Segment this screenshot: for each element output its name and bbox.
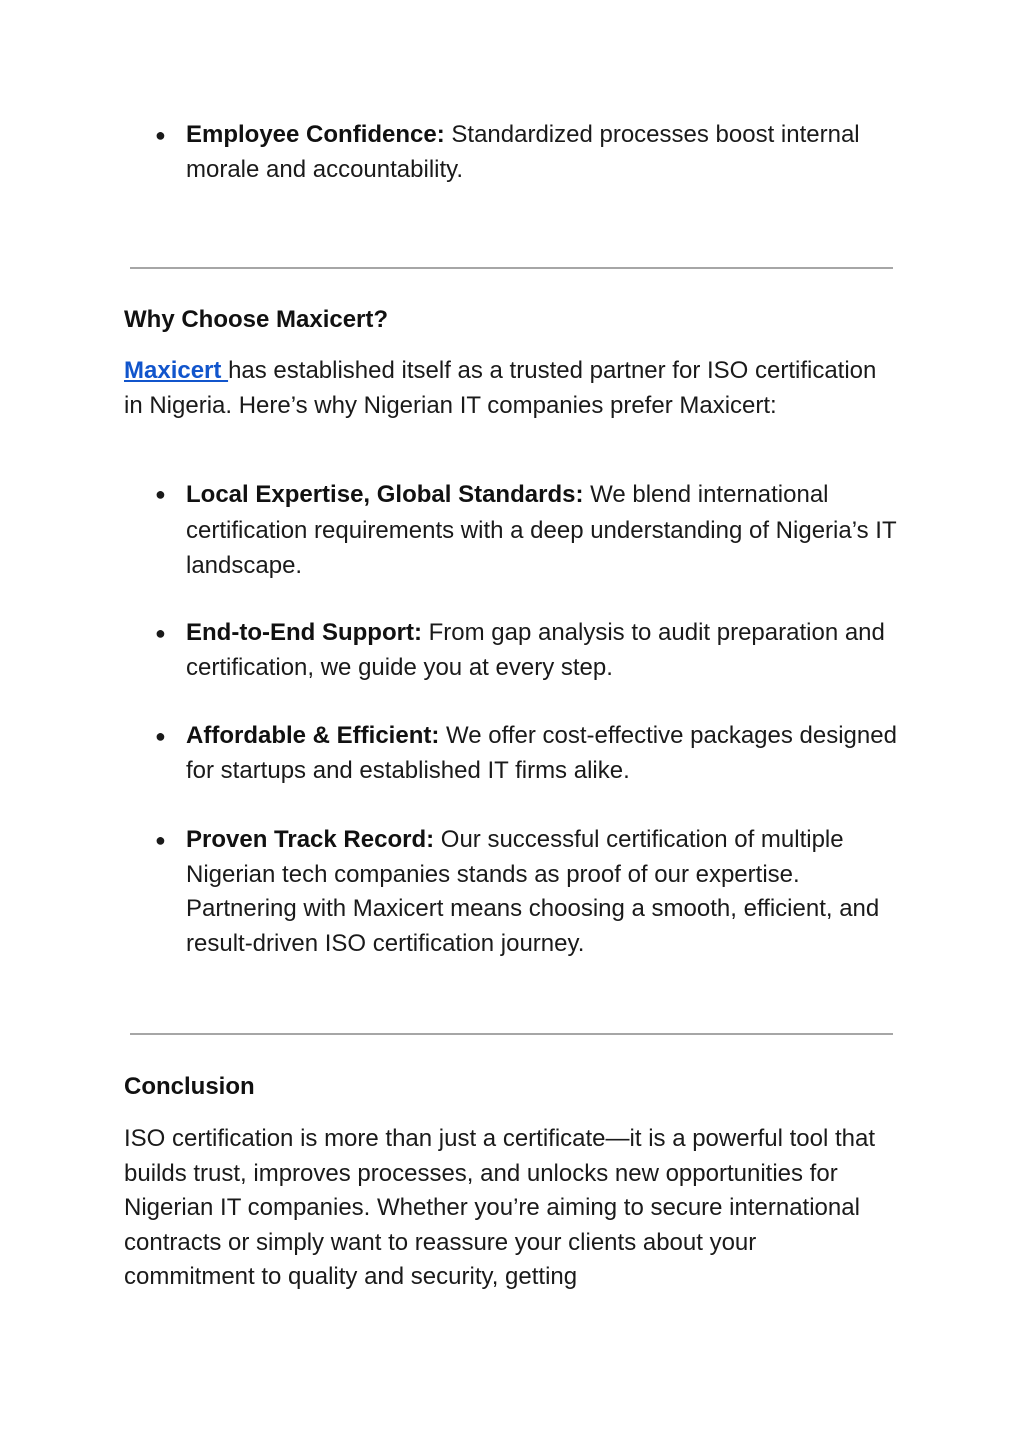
conclusion-paragraph: ISO certification is more than just a certificate—it is a powerful tool that builds trust, improves processes, and unlocks new opportunities for Nigerian IT companies. Whether you’re aiming to secure international contracts or simply want to reassure your clients about your commitment to quality and security, getting	[124, 1125, 875, 1290]
section-divider	[130, 1033, 893, 1035]
bullet-local-expertise	[186, 477, 901, 584]
bullet-proven-track-record	[186, 823, 896, 961]
intro-text: has established itself as a trusted partner for ISO certification in Nigeria. Here’s why Nigerian IT companies prefer Maxicert:	[124, 357, 877, 419]
intro-paragraph	[124, 354, 894, 423]
bullet-bold-label: Proven Track Record:	[186, 826, 435, 853]
maxicert-link[interactable]: Maxicert	[124, 357, 229, 384]
bullet-text: We offer cost-effective packages designed for startups and established IT firms alike.	[186, 722, 897, 784]
bullet-text: From gap analysis to audit preparation and certification, we guide you at every step.	[186, 619, 885, 681]
bullet-text: Our successful certification of multiple Nigerian tech companies stands as proof of our expertise. Partnering with Maxicert means choosing a smooth, efficient, and result-driven ISO certification journey.	[186, 826, 880, 957]
section-heading-why-choose: Why Choose Maxicert?	[124, 306, 389, 333]
bullet-employee-confidence	[186, 118, 901, 187]
bullet-bold-label: Local Expertise, Global Standards:	[186, 481, 584, 508]
bullet-affordable-efficient	[186, 719, 901, 788]
bullet-text: Standardized processes boost internal morale and accountability.	[186, 121, 860, 183]
bullet-end-to-end-support	[186, 616, 901, 685]
section-heading-conclusion: Conclusion	[124, 1073, 255, 1100]
bullet-bold-label: Affordable & Efficient:	[186, 722, 440, 749]
bullet-text: We blend international certification requirements with a deep understanding of Nigeria’s IT landscape.	[186, 481, 897, 579]
bullet-bold-label: End-to-End Support:	[186, 619, 422, 646]
bullet-bold-label: Employee Confidence:	[186, 121, 445, 148]
section-divider	[130, 267, 893, 269]
